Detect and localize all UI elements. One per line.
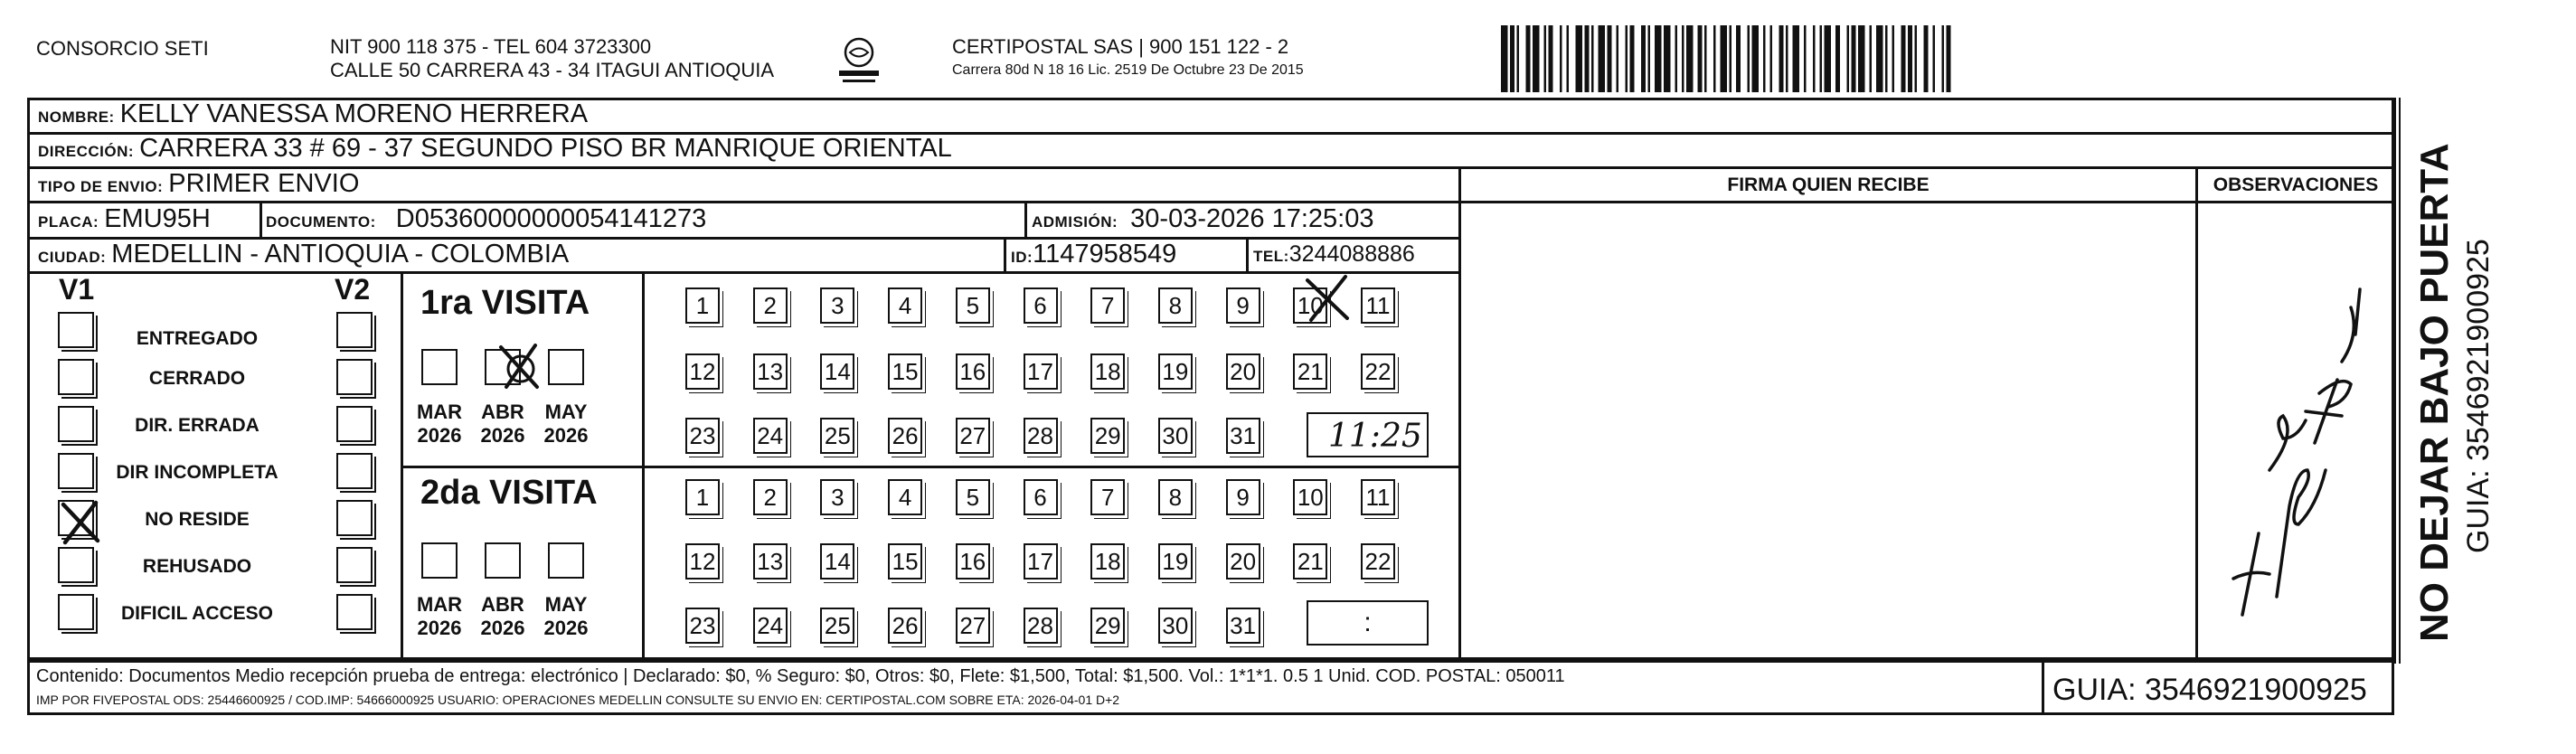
barcode-bar: [1626, 25, 1628, 92]
month-name: MAY: [544, 401, 588, 423]
month-label: [412, 401, 467, 448]
barcode-bar: [1686, 25, 1694, 92]
day-box-20[interactable]: 20: [1226, 353, 1260, 390]
day-box-22[interactable]: 22: [1361, 543, 1395, 580]
day-box-26[interactable]: 26: [888, 608, 922, 644]
day-box-13[interactable]: 13: [753, 543, 788, 580]
day-box-31[interactable]: 31: [1226, 418, 1260, 454]
footer-guia: GUIA: 3546921900925: [2052, 673, 2367, 707]
tel-label: TEL:: [1253, 248, 1289, 265]
barcode-bar: [1698, 25, 1703, 92]
day-box-7[interactable]: 7: [1090, 479, 1125, 515]
day-box-19[interactable]: 19: [1158, 543, 1193, 580]
day-box-1[interactable]: 1: [685, 479, 720, 515]
v1-header: V1: [59, 273, 95, 306]
admision-row: [1032, 204, 1373, 234]
nombre-value: KELLY VANESSA MORENO HERRERA: [119, 99, 589, 128]
day-box-5[interactable]: 5: [956, 287, 990, 324]
month-year: 2026: [480, 424, 525, 447]
barcode-bar: [1599, 25, 1606, 92]
barcode-bar: [1721, 25, 1728, 92]
barcode-bar: [1901, 25, 1906, 92]
month-name: MAY: [544, 593, 588, 616]
day-box-30[interactable]: 30: [1158, 608, 1193, 644]
barcode-bar: [1947, 25, 1951, 92]
month-year: 2026: [543, 424, 589, 447]
day-box-23[interactable]: 23: [685, 418, 720, 454]
month-checkbox-mar[interactable]: [421, 349, 458, 385]
day-box-12[interactable]: 12: [685, 543, 720, 580]
direccion-value: CARRERA 33 # 69 - 37 SEGUNDO PISO BR MANRIQUE ORIENTAL: [139, 134, 952, 163]
recipient-signature: [2206, 235, 2387, 633]
month-name: ABR: [481, 593, 524, 616]
barcode-bar: [1585, 25, 1590, 92]
id-label: ID:: [1011, 249, 1033, 266]
day-box-30[interactable]: 30: [1158, 418, 1193, 454]
barcode-bar: [1704, 25, 1707, 92]
day-box-21[interactable]: 21: [1293, 353, 1327, 390]
barcode-bar: [1526, 25, 1531, 92]
day-box-10[interactable]: 10: [1293, 479, 1327, 515]
barcode-bar: [1885, 25, 1888, 92]
barcode-bar: [1510, 25, 1514, 92]
day-box-9[interactable]: 9: [1226, 479, 1260, 515]
barcode-bar: [1655, 25, 1662, 92]
barcode-bar: [1576, 25, 1583, 92]
day-8-check-mark: [1302, 273, 1356, 325]
v1-checkbox[interactable]: [58, 312, 94, 348]
barcode-bar: [1942, 25, 1945, 92]
day-box-16[interactable]: 16: [956, 543, 990, 580]
barcode-bar: [1501, 25, 1508, 92]
v1-checkbox[interactable]: [58, 547, 94, 583]
month-label: [476, 593, 530, 640]
id-row: [1011, 240, 1176, 269]
certipostal-logo-icon: [832, 34, 886, 90]
day-box-4[interactable]: 4: [888, 479, 922, 515]
status-label: DIFICIL ACCESO: [120, 603, 273, 624]
status-label: DIR INCOMPLETA: [116, 462, 278, 483]
id-value: 1147958549: [1033, 240, 1177, 269]
status-label: CERRADO: [148, 368, 246, 389]
ciudad-value: MEDELLIN - ANTIOQUIA - COLOMBIA: [111, 240, 570, 269]
barcode-bar: [1847, 25, 1850, 92]
side-guia: GUIA: 3546921900925: [2461, 239, 2496, 553]
barcode-bar: [1641, 25, 1646, 92]
tipo-envio-row: [38, 169, 359, 199]
day-box-24[interactable]: 24: [753, 418, 788, 454]
day-box-8[interactable]: 8: [1158, 479, 1193, 515]
barcode-bar: [1763, 25, 1766, 92]
barcode-bar: [1675, 25, 1678, 92]
tipo-envio-label: TIPO DE ENVIO:: [38, 178, 164, 195]
day-box-11[interactable]: 11: [1361, 479, 1395, 515]
day-box-8[interactable]: 8: [1158, 287, 1193, 324]
first-visit-title: 1ra VISITA: [420, 284, 590, 322]
status-label: ENTREGADO: [136, 328, 259, 349]
barcode-bar: [1835, 25, 1840, 92]
nit-line: NIT 900 118 375 - TEL 604 3723300: [330, 35, 652, 58]
day-box-25[interactable]: 25: [820, 608, 854, 644]
ciudad-label: CIUDAD:: [38, 249, 107, 266]
tel-row: [1253, 241, 1415, 268]
status-label: DIR. ERRADA: [135, 415, 259, 436]
abr-check-mark: [494, 342, 548, 394]
barcode-bar: [1779, 25, 1784, 92]
v2-checkbox[interactable]: [336, 406, 373, 442]
day-box-1[interactable]: 1: [685, 287, 720, 324]
barcode-bar: [1560, 25, 1562, 92]
direccion-label: DIRECCIÓN:: [38, 143, 135, 160]
barcode-bar: [1664, 25, 1671, 92]
barcode-bar: [1748, 25, 1750, 92]
day-box-2[interactable]: 2: [753, 479, 788, 515]
first-visit-time-box: [1307, 412, 1429, 457]
barcode-bar: [1825, 25, 1832, 92]
no-reside-check-mark: [54, 497, 109, 548]
tipo-envio-value: PRIMER ENVIO: [168, 169, 360, 198]
barcode-bar: [1804, 25, 1807, 92]
barcode-bar: [1933, 25, 1936, 92]
nombre-label: NOMBRE:: [38, 108, 115, 126]
barcode-bar: [1813, 25, 1816, 92]
barcode-bar: [1892, 25, 1895, 92]
address-line: CALLE 50 CARRERA 43 - 34 ITAGUI ANTIOQUIA: [330, 59, 775, 81]
month-year: 2026: [417, 617, 462, 639]
month-name: ABR: [481, 401, 524, 423]
day-box-28[interactable]: 28: [1024, 418, 1058, 454]
day-box-4[interactable]: 4: [888, 287, 922, 324]
barcode-bar: [1736, 25, 1741, 92]
documento-label: DOCUMENTO:: [266, 213, 376, 231]
day-box-2[interactable]: 2: [753, 287, 788, 324]
tel-value: 3244088886: [1288, 241, 1415, 267]
barcode-bar: [1682, 25, 1684, 92]
day-box-6[interactable]: 6: [1024, 479, 1058, 515]
day-box-28[interactable]: 28: [1024, 608, 1058, 644]
day-box-18[interactable]: 18: [1090, 543, 1125, 580]
barcode-bar: [1752, 25, 1760, 92]
day-box-12[interactable]: 12: [685, 353, 720, 390]
barcode-bar: [1852, 25, 1856, 92]
company-name: CONSORCIO SETI: [36, 37, 209, 60]
v2-checkbox[interactable]: [336, 312, 373, 348]
day-box-14[interactable]: 14: [820, 543, 854, 580]
v1-checkbox[interactable]: [58, 453, 94, 489]
day-box-24[interactable]: 24: [753, 608, 788, 644]
day-box-15[interactable]: 15: [888, 543, 922, 580]
day-box-7[interactable]: 7: [1090, 287, 1125, 324]
placa-label: PLACA:: [38, 213, 99, 231]
v2-checkbox[interactable]: [336, 547, 373, 583]
day-box-19[interactable]: 19: [1158, 353, 1193, 390]
v2-header: V2: [335, 273, 371, 306]
day-box-14[interactable]: 14: [820, 353, 854, 390]
second-visit-time: :: [1363, 608, 1372, 637]
status-label: NO RESIDE: [145, 509, 250, 530]
day-box-10[interactable]: 10: [1293, 287, 1327, 324]
admision-value: 30-03-2026 17:25:03: [1130, 204, 1374, 233]
v1-checkbox[interactable]: [58, 359, 94, 395]
barcode-bar: [1820, 25, 1823, 92]
day-box-26[interactable]: 26: [888, 418, 922, 454]
day-box-17[interactable]: 17: [1024, 543, 1058, 580]
month-label: [539, 593, 593, 640]
day-box-22[interactable]: 22: [1361, 353, 1395, 390]
direccion-row: [38, 134, 952, 164]
barcode-bar: [1786, 25, 1788, 92]
firma-quien-recibe-header: FIRMA QUIEN RECIBE: [1727, 174, 1930, 195]
barcode-bar: [1591, 25, 1594, 92]
barcode-bar: [1648, 25, 1651, 92]
month-name: MAR: [416, 401, 463, 423]
barcode-bar: [1630, 25, 1635, 92]
barcode-bar: [1770, 25, 1773, 92]
barcode-bar: [1876, 25, 1883, 92]
day-box-15[interactable]: 15: [888, 353, 922, 390]
month-year: 2026: [480, 617, 525, 639]
month-year: 2026: [417, 424, 462, 447]
second-visit-time-box: [1307, 600, 1429, 646]
v1-checkbox[interactable]: [58, 594, 94, 630]
v1-checkbox[interactable]: [58, 406, 94, 442]
barcode-bar: [1858, 25, 1865, 92]
day-box-29[interactable]: 29: [1090, 418, 1125, 454]
v2-checkbox[interactable]: [336, 500, 373, 536]
barcode-bar: [1567, 25, 1570, 92]
day-box-11[interactable]: 11: [1361, 287, 1395, 324]
documento-value: D05360000000054141273: [395, 204, 707, 233]
day-box-27[interactable]: 27: [956, 608, 990, 644]
day-box-21[interactable]: 21: [1293, 543, 1327, 580]
month-checkbox-mar[interactable]: [421, 542, 458, 579]
first-visit-time: 11:25: [1328, 418, 1422, 455]
ciudad-row: [38, 240, 569, 269]
month-label: [539, 401, 593, 448]
barcode-bar: [1713, 25, 1716, 92]
day-box-29[interactable]: 29: [1090, 608, 1125, 644]
month-label: [476, 401, 530, 448]
certipostal-line2: Carrera 80d N 18 16 Lic. 2519 De Octubre 23 De 2015: [952, 62, 1304, 78]
admision-label: ADMISIÓN:: [1032, 213, 1118, 231]
barcode-bar: [1870, 25, 1873, 92]
barcode-bar: [1533, 25, 1540, 92]
day-box-5[interactable]: 5: [956, 479, 990, 515]
second-visit-title: 2da VISITA: [420, 474, 598, 512]
day-box-3[interactable]: 3: [820, 479, 854, 515]
month-year: 2026: [543, 617, 589, 639]
day-box-6[interactable]: 6: [1024, 287, 1058, 324]
contenido-text: Contenido: Documentos Medio recepción prueba de entrega: electrónico | Declarado: $0, % Seguro: $0, Otros: $0, Flete: $1,500, Total: $1,500. Vol.: 1*1*1. 0.5 1 Unid. COD. POSTAL: 050011: [36, 666, 1565, 686]
barcode-bar: [1608, 25, 1612, 92]
day-box-18[interactable]: 18: [1090, 353, 1125, 390]
observaciones-header: OBSERVACIONES: [2213, 174, 2379, 195]
day-box-13[interactable]: 13: [753, 353, 788, 390]
placa-value: EMU95H: [104, 204, 211, 233]
v2-checkbox[interactable]: [336, 453, 373, 489]
nombre-row: [38, 99, 588, 129]
barcode-bar: [1915, 25, 1918, 92]
month-checkbox-may[interactable]: [548, 542, 584, 579]
footer-frame: [27, 661, 2394, 715]
barcode-bar: [1730, 25, 1732, 92]
documento-row: [266, 204, 706, 234]
imp-text: IMP POR FIVEPOSTAL ODS: 25446600925 / COD.IMP: 54666000925 USUARIO: OPERACIONES MEDELLIN CONSULTE SU ENVIO EN: CERTIPOSTAL.COM SOBRE ETA: 2026-04-01 D+2: [36, 693, 1120, 707]
barcode-bar: [1544, 25, 1547, 92]
placa-row: [38, 204, 211, 234]
day-box-3[interactable]: 3: [820, 287, 854, 324]
no-dejar-bajo-puerta: NO DEJAR BAJO PUERTA: [2412, 143, 2457, 642]
v2-checkbox[interactable]: [336, 359, 373, 395]
v2-checkbox[interactable]: [336, 594, 373, 630]
certipostal-line1: CERTIPOSTAL SAS | 900 151 122 - 2: [952, 35, 1289, 58]
day-box-9[interactable]: 9: [1226, 287, 1260, 324]
day-box-20[interactable]: 20: [1226, 543, 1260, 580]
barcode-bar: [1908, 25, 1912, 92]
barcode-bar: [1924, 25, 1929, 92]
month-checkbox-abr[interactable]: [485, 542, 521, 579]
day-box-27[interactable]: 27: [956, 418, 990, 454]
barcode: [1501, 25, 2224, 92]
barcode-bar: [1549, 25, 1553, 92]
day-box-16[interactable]: 16: [956, 353, 990, 390]
month-checkbox-may[interactable]: [548, 349, 584, 385]
month-name: MAR: [416, 593, 463, 616]
day-box-23[interactable]: 23: [685, 608, 720, 644]
day-box-17[interactable]: 17: [1024, 353, 1058, 390]
barcode-bar: [1617, 25, 1619, 92]
month-label: [412, 593, 467, 640]
day-box-31[interactable]: 31: [1226, 608, 1260, 644]
barcode-bar: [1517, 25, 1520, 92]
status-label: REHUSADO: [142, 556, 252, 577]
day-box-25[interactable]: 25: [820, 418, 854, 454]
barcode-bar: [1793, 25, 1800, 92]
